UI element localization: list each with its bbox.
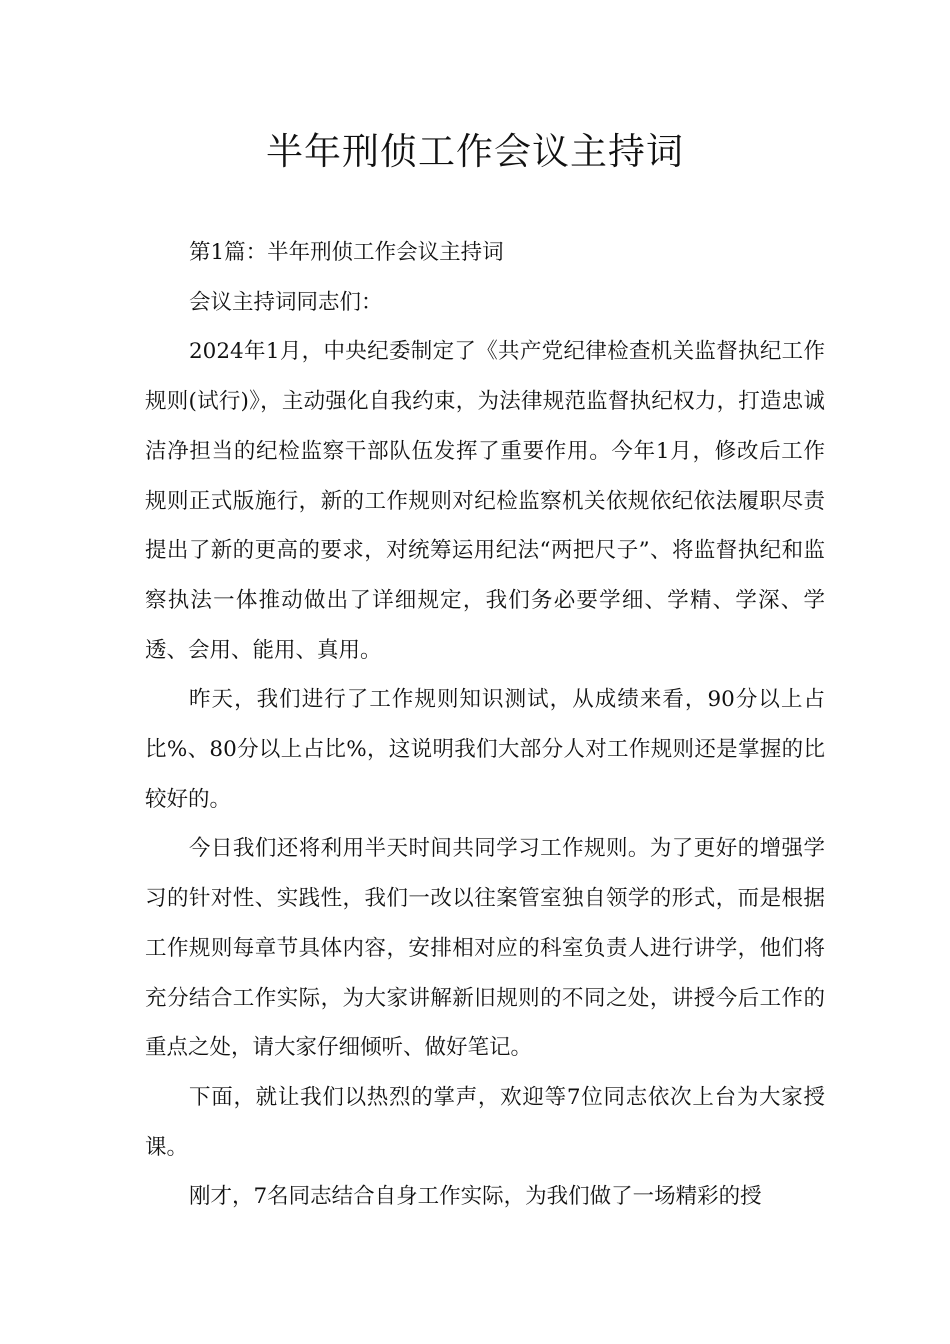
paragraph: 昨天，我们进行了工作规则知识测试，从成绩来看，90分以上占比%、80分以上占比%，这说明我们大部分人对工作规则还是掌握的比较好的。 <box>145 687 825 812</box>
paragraph: 2024年1月，中央纪委制定了《共产党纪律检查机关监督执纪工作规则(试行)》，主动强化自我约束，为法律规范监督执纪权力，打造忠诚洁净担当的纪检监察干部队伍发挥了重要作用。今年1月，修改后工作规则正式版施行，新的工作规则对纪检监察机关依规依纪依法履职尽责提出了新的更高的要求，对统筹运用纪法“两把尺子”、将监督执纪和监察执法一体推动做出了详细规定，我们务必要学细、学精、学深、学透、会用、能用、真用。 <box>145 339 825 663</box>
section-heading: 第1篇：半年刑侦工作会议主持词 <box>189 240 504 265</box>
document-title: 半年刑侦工作会议主持词 <box>266 130 684 173</box>
document-body <box>145 228 825 1222</box>
paragraph: 下面，就让我们以热烈的掌声，欢迎等7位同志依次上台为大家授课。 <box>145 1084 825 1160</box>
salutation: 会议主持词同志们： <box>189 289 383 315</box>
paragraph: 刚才，7名同志结合自身工作实际，为我们做了一场精彩的授 <box>189 1184 762 1210</box>
paragraph: 今日我们还将利用半天时间共同学习工作规则。为了更好的增强学习的针对性、实践性，我们一改以往案管室独自领学的形式，而是根据工作规则每章节具体内容，安排相对应的科室负责人进行讲学，他们将充分结合工作实际，为大家讲解新旧规则的不同之处，讲授今后工作的重点之处，请大家仔细倾听、做好笔记。 <box>145 836 825 1061</box>
